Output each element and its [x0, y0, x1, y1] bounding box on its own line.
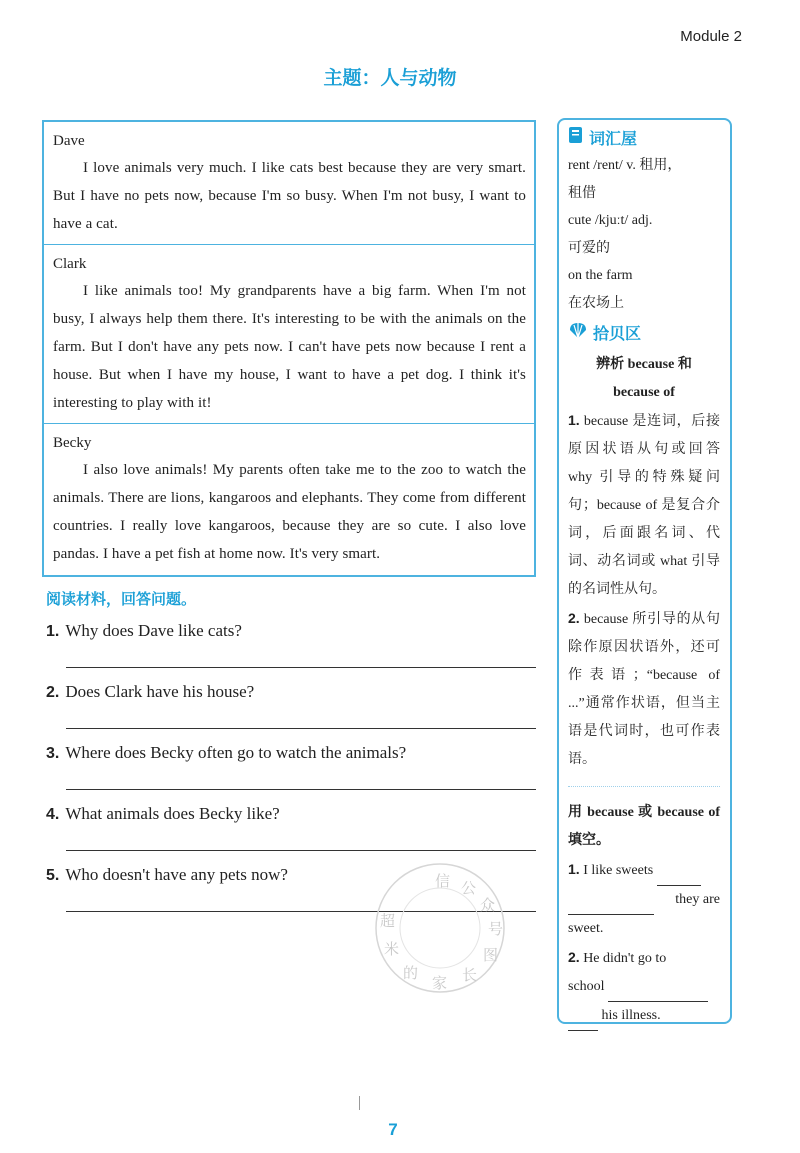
stamp-char: 家: [432, 974, 448, 992]
watermark-stamp: [370, 858, 510, 998]
stamp-char: 公: [461, 879, 477, 897]
question-2: [46, 681, 536, 704]
passage-name: Clark: [53, 256, 87, 272]
answer-line[interactable]: [66, 728, 536, 729]
vocab-line: 可爱的: [568, 240, 610, 256]
exercise-1: [568, 855, 720, 886]
exercise-2: [568, 943, 720, 973]
exercise-number: 1.: [568, 861, 580, 877]
center-mark: [359, 1096, 360, 1110]
passage-clark: [44, 245, 534, 424]
vocab-title: 词汇屋: [589, 128, 638, 148]
question-number: 5.: [46, 867, 60, 884]
divider: [568, 786, 720, 787]
question-text: Where does Becky often go to watch the animals?: [65, 743, 407, 762]
stamp-char: 众: [480, 896, 496, 914]
answer-line[interactable]: [66, 789, 536, 790]
analysis-point-1: [568, 406, 720, 604]
stamp-char: 米: [384, 940, 400, 958]
book-icon: [568, 126, 584, 148]
passage-dave: [44, 122, 534, 245]
question-4: [46, 803, 536, 826]
vocab-line: rent /rent/ v. 租用，: [568, 158, 682, 173]
question-number: 1.: [46, 623, 60, 640]
shell-header: [568, 319, 720, 345]
question-3: [46, 742, 536, 765]
stamp-char: 号: [488, 920, 504, 938]
exercise-text: school: [568, 979, 605, 994]
question-text: What animals does Becky like?: [65, 804, 280, 823]
passage-text: I like animals too! My grandparents have a big farm. When I'm not busy, I always help them there. It's interesting to be with the animals on the farm. But I don't have any pets now. I can't have pets now because I rent a house. But when I have my house, I want to have a pet dog. I think it's interesting to play with it!: [53, 283, 526, 411]
blank-input[interactable]: [608, 973, 708, 1002]
passage-text: I love animals very much. I like cats best because they are very smart. But I have no pets now, because I'm so busy. When I'm not busy, I want to have a cat.: [53, 160, 526, 232]
point-number: 1.: [568, 412, 580, 428]
analysis-point-2: [568, 604, 720, 774]
exercise-title: 用 because 或 because of 填空。: [568, 805, 720, 848]
passages-box: [42, 120, 536, 577]
exercise-2-cont: [568, 973, 720, 1002]
question-text: Does Clark have his house?: [65, 682, 255, 701]
blank-input[interactable]: [568, 886, 654, 915]
question-number: 2.: [46, 684, 60, 701]
passage-text: I also love animals! My parents often take me to the zoo to watch the animals. There are lions, kangaroos and elephants. They come from different countries. I really love kangaroos, because they are so cute. I also love pandas. I have a pet fish at home now. It's very smart.: [53, 462, 526, 562]
stamp-char: 超: [380, 912, 396, 930]
exercise-text: sweet.: [568, 921, 604, 936]
vocab-line: 在农场上: [568, 295, 624, 311]
point-text: because 是连词，后接原因状语从句或回答 why 引导的特殊疑问句；because of 是复合介词，后面跟名词、代词、动名词或 what 引导的名词性从句。: [568, 414, 720, 597]
module-label: Module 2: [680, 28, 742, 45]
exercise-text: I like sweets: [583, 863, 654, 878]
exercise-number: 2.: [568, 949, 580, 965]
shell-icon: [568, 321, 588, 343]
question-number: 4.: [46, 806, 60, 823]
analysis-title: 辨析 because 和: [596, 357, 692, 372]
questions-heading: 阅读材料，回答问题。: [46, 590, 197, 608]
shell-title: 拾贝区: [593, 323, 642, 343]
passage-becky: [44, 424, 534, 574]
exercise-text: they are: [675, 892, 720, 907]
stamp-char: 的: [403, 964, 419, 982]
passage-name: Becky: [53, 435, 92, 451]
vocab-header: [568, 124, 720, 150]
point-number: 2.: [568, 610, 580, 626]
analysis-title: because of: [613, 384, 675, 400]
blank-input[interactable]: [568, 1002, 598, 1031]
stamp-char: 图: [483, 946, 499, 964]
exercise-1-cont: [568, 886, 720, 915]
page-title: 主题：人与动物: [323, 67, 457, 89]
question-number: 3.: [46, 745, 60, 762]
question-1: [46, 620, 536, 643]
question-text: Who doesn't have any pets now?: [65, 865, 288, 884]
passage-name: Dave: [53, 133, 85, 149]
vocab-line: 租借: [568, 185, 596, 201]
vocab-line: cute /kjuːt/ adj.: [568, 213, 653, 228]
answer-line[interactable]: [66, 667, 536, 668]
stamp-char: 长: [462, 966, 478, 984]
answer-line[interactable]: [66, 850, 536, 851]
question-text: Why does Dave like cats?: [65, 621, 242, 640]
vocab-line: on the farm: [568, 268, 633, 283]
page-number: 7: [388, 1120, 398, 1139]
point-text: because 所引导的从句除作原因状语外，还可作表语；“because of ...”通常作状语，但当主语是代词时，也可作表语。: [568, 612, 720, 767]
blank-input[interactable]: [657, 857, 701, 886]
exercise-2-end: [568, 1002, 720, 1031]
sidebar-panel: [557, 118, 732, 1024]
exercise-text: He didn't go to: [583, 951, 667, 966]
exercise-text: his illness.: [601, 1008, 661, 1023]
stamp-char: 信: [435, 872, 451, 890]
